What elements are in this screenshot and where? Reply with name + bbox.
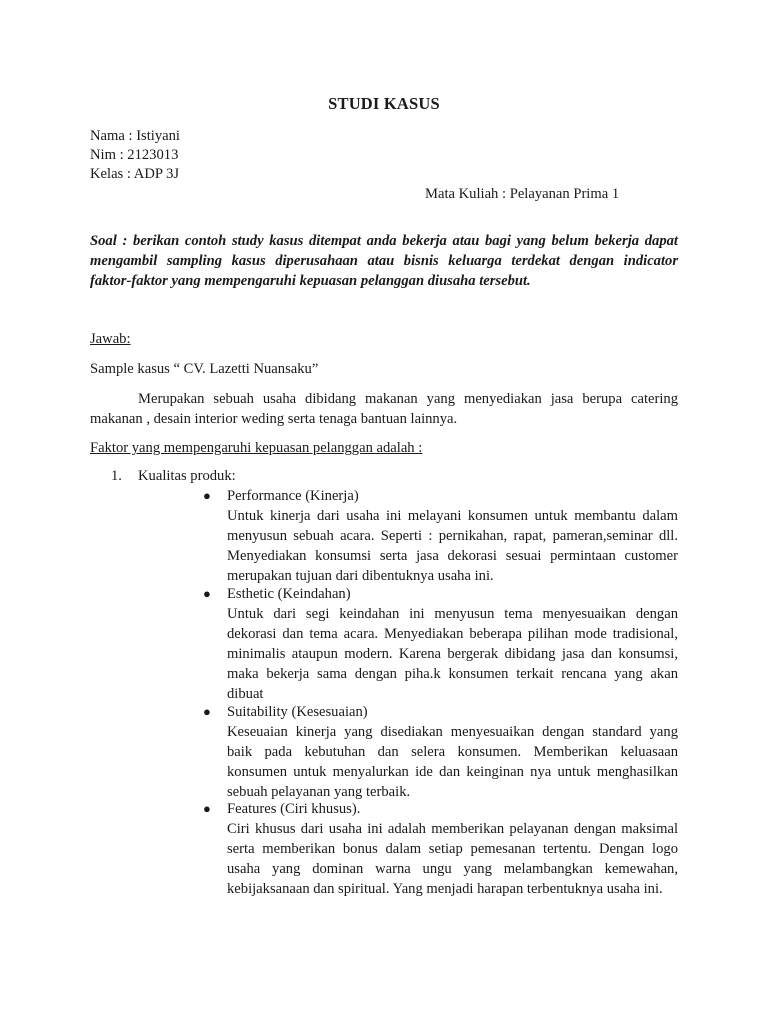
bullet-line: serta memberikan bonus dalam setiap pemesanan tertentu. Dengan logo <box>227 841 678 857</box>
bullet-title-esthetic: Esthetic (Keindahan) <box>227 586 351 602</box>
bullet-title-features: Features (Ciri khusus). <box>227 801 361 817</box>
factors-heading: Faktor yang mempengaruhi kepuasan pelanggan adalah : <box>90 440 423 456</box>
question-line: mengambil sampling kasus diperusahaan atau bisnis keluarga terdekat dengan indicator <box>90 253 678 269</box>
bullet-line: konsumen untuk menyalurkan ide dan keinginan nya untuk menghasilkan <box>227 764 678 780</box>
student-name: Nama : Istiyani <box>90 128 180 144</box>
bullet-body-esthetic <box>227 604 678 704</box>
bullet-line: Untuk kinerja dari usaha ini melayani konsumen untuk membantu dalam <box>227 508 678 524</box>
bullet-line: sebuah pelayanan yang terbaik. <box>227 784 411 800</box>
bullet-dot: ● <box>203 488 211 503</box>
bullet-dot: ● <box>203 704 211 719</box>
list-item-label: Kualitas produk: <box>138 468 236 484</box>
bullet-dot: ● <box>203 801 211 816</box>
question-block <box>90 231 678 291</box>
course-name: Mata Kuliah : Pelayanan Prima 1 <box>425 186 620 202</box>
bullet-line: baik pada kebutuhan dan selera konsumen. Memberikan keluasaan <box>227 744 678 760</box>
bullet-line: dekorasi dan tema acara. Menyediakan beberapa pilihan mode tradisional, <box>227 626 678 642</box>
question-line: Soal : berikan contoh study kasus ditempat anda bekerja atau bagi yang belum bekerja dapat <box>90 233 678 249</box>
intro-line: makanan , desain interior weding serta tenaga bantuan lainnya. <box>90 411 458 427</box>
bullet-line: kebijaksanaan dan spiritual. Yang menjadi harapan terbentuknya usaha ini. <box>227 881 663 897</box>
question-line: faktor-faktor yang mempengaruhi kepuasan pelanggan diusaha tersebut. <box>90 273 531 289</box>
page-title: STUDI KASUS <box>328 94 440 113</box>
bullet-line: Ciri khusus dari usaha ini adalah memberikan pelayanan dengan maksimal <box>227 821 678 837</box>
student-nim: Nim : 2123013 <box>90 147 179 163</box>
bullet-title-performance: Performance (Kinerja) <box>227 488 359 504</box>
bullet-dot: ● <box>203 586 211 601</box>
bullet-line: menyusun sebuah acara. Seperti : pernikahan, rapat, pameran,seminar dll. <box>227 528 678 544</box>
bullet-line: Untuk dari segi keindahan ini menyusun tema menyesuaikan dengan <box>227 606 678 622</box>
bullet-line: dibuat <box>227 686 264 702</box>
bullet-title-suitability: Suitability (Kesesuaian) <box>227 704 368 720</box>
bullet-line: merupakan tujuan dari dibentuknya usaha ini. <box>227 568 494 584</box>
bullet-body-performance <box>227 506 678 586</box>
sample-case: Sample kasus “ CV. Lazetti Nuansaku” <box>90 361 319 377</box>
list-number: 1. <box>111 468 122 484</box>
bullet-body-features <box>227 819 678 899</box>
bullet-line: usaha yang dominan warna ungu yang melambangkan kemewahan, <box>227 861 678 877</box>
bullet-line: Keseuaian kinerja yang disediakan menyesuaikan dengan standard yang <box>227 724 678 740</box>
student-class: Kelas : ADP 3J <box>90 166 180 182</box>
intro-line: Merupakan sebuah usaha dibidang makanan yang menyediakan jasa berupa catering <box>138 391 678 407</box>
bullet-line: minimalis ataupun modern. Karena bergerak dibidang jasa dan konsumsi, <box>227 646 678 662</box>
bullet-line: Menyediakan konsumsi serta jasa dekorasi sesuai permintaan customer <box>227 548 678 564</box>
bullet-body-suitability <box>227 722 678 802</box>
intro-paragraph <box>90 389 678 429</box>
answer-heading: Jawab: <box>90 331 131 347</box>
bullet-line: maka bekerja sama dengan piha.k konsumen terkait rencana yang akan <box>227 666 678 682</box>
